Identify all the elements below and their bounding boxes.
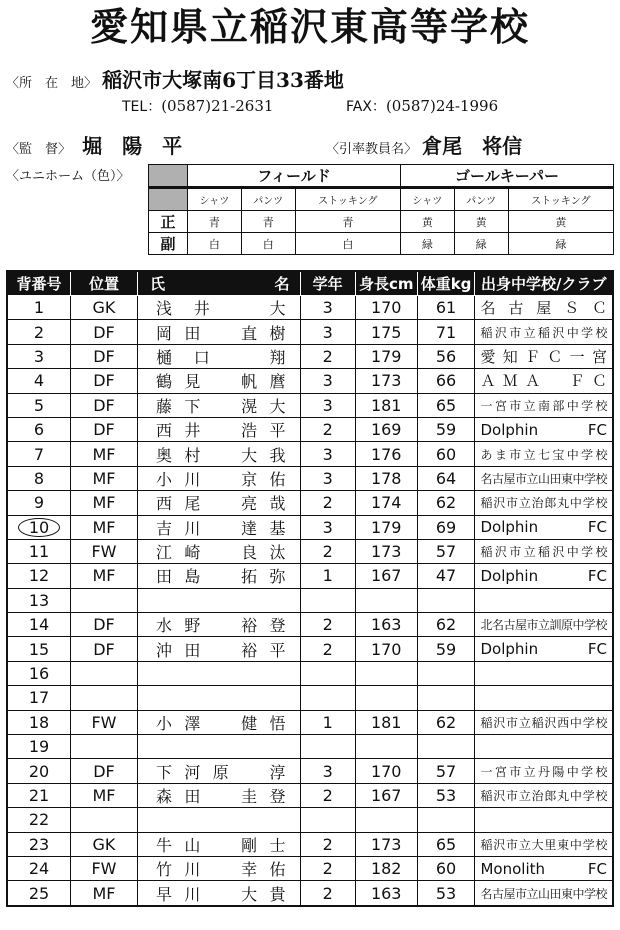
table-row (7, 539, 613, 563)
player-number: 4 (7, 369, 71, 393)
player-grade: 2 (300, 637, 355, 661)
manager-label: 〈監 督〉 (6, 142, 72, 157)
player-club: 一宮市立南部中学校 (475, 393, 613, 417)
player-name (137, 808, 300, 832)
player-name: 樋口 翔 (137, 344, 300, 368)
fax-label: FAX： (346, 99, 386, 115)
player-name: 小川 京佑 (137, 466, 300, 490)
table-row (7, 881, 613, 906)
uniform-item: ストッキング (508, 188, 613, 211)
player-club: Monolith FC (475, 856, 613, 880)
player-height (355, 588, 417, 612)
player-position: MF (71, 783, 138, 807)
table-row (7, 369, 613, 393)
captain-circle: 10 (18, 518, 60, 537)
header-name (137, 271, 300, 296)
player-number: 12 (7, 564, 71, 588)
player-grade: 2 (300, 613, 355, 637)
player-club: 稲沢市立治郎丸中学校 (475, 783, 613, 807)
fax-line (346, 96, 498, 116)
player-number: 2 (7, 320, 71, 344)
player-weight: 62 (417, 613, 475, 637)
player-club: Dolphin FC (475, 564, 613, 588)
player-name: 早川 大貴 (137, 881, 300, 906)
player-number: 11 (7, 539, 71, 563)
player-weight: 61 (417, 296, 475, 320)
teacher-name: 倉尾 将信 (422, 134, 523, 158)
table-row (7, 613, 613, 637)
player-weight: 65 (417, 832, 475, 856)
player-club: Dolphin FC (475, 417, 613, 441)
player-grade: 3 (300, 393, 355, 417)
player-position: FW (71, 710, 138, 734)
player-name: 田島 拓弥 (137, 564, 300, 588)
fax-value: (0587)24-1996 (385, 97, 499, 115)
school-title: 愛知県立稲沢東高等学校 (89, 5, 530, 49)
table-row (7, 832, 613, 856)
table-row (7, 710, 613, 734)
player-number: 1 (7, 296, 71, 320)
player-name: 森田 圭登 (137, 783, 300, 807)
header-name-a: 氏 (149, 275, 165, 293)
player-weight: 62 (417, 491, 475, 515)
player-name: 沖田 裕平 (137, 637, 300, 661)
table-row (7, 344, 613, 368)
player-number: 15 (7, 637, 71, 661)
header-position: 位置 (71, 271, 138, 296)
player-grade: 1 (300, 564, 355, 588)
player-name (137, 661, 300, 685)
player-weight: 60 (417, 856, 475, 880)
player-weight: 69 (417, 515, 475, 539)
player-grade: 1 (300, 710, 355, 734)
table-row (7, 661, 613, 685)
manager-name: 堀 陽 平 (82, 134, 183, 158)
player-height (355, 808, 417, 832)
table-row (7, 491, 613, 515)
player-name: 江崎 良汰 (137, 539, 300, 563)
header-weight: 体重kg (417, 271, 475, 296)
player-position: MF (71, 515, 138, 539)
player-weight: 71 (417, 320, 475, 344)
player-grade: 3 (300, 759, 355, 783)
teacher-label: 〈引率教員名〉 (326, 142, 418, 157)
table-row (7, 320, 613, 344)
player-grade: 3 (300, 442, 355, 466)
player-position: GK (71, 296, 138, 320)
player-position: DF (71, 613, 138, 637)
tel-label: TEL： (122, 99, 162, 115)
player-position (71, 735, 138, 759)
player-grade: 2 (300, 491, 355, 515)
uniform-color: 黄 (400, 211, 454, 233)
player-position: FW (71, 539, 138, 563)
player-club (475, 735, 613, 759)
uniform-color: 緑 (508, 233, 613, 255)
player-grade (300, 808, 355, 832)
uniform-color: 黄 (508, 211, 613, 233)
player-position: MF (71, 442, 138, 466)
player-grade: 3 (300, 296, 355, 320)
player-name: 奥村 大我 (137, 442, 300, 466)
player-position: GK (71, 832, 138, 856)
player-grade (300, 686, 355, 710)
player-club (475, 808, 613, 832)
player-weight (417, 735, 475, 759)
header-number: 背番号 (7, 271, 71, 296)
uniform-color: 青 (188, 211, 242, 233)
player-weight: 47 (417, 564, 475, 588)
uniform-color: 青 (241, 211, 295, 233)
player-club: 名古屋市立山田東中学校 (475, 881, 613, 906)
player-club: 名古屋市立山田東中学校 (475, 466, 613, 490)
player-height: 181 (355, 393, 417, 417)
player-number: 20 (7, 759, 71, 783)
player-grade (300, 588, 355, 612)
player-height: 179 (355, 515, 417, 539)
table-row (7, 686, 613, 710)
table-row (7, 735, 613, 759)
roster-body (7, 296, 613, 906)
player-weight: 57 (417, 539, 475, 563)
table-row (7, 808, 613, 832)
table-row (7, 637, 613, 661)
player-name: 水野 裕登 (137, 613, 300, 637)
player-club: 稲沢市立稲沢中学校 (475, 539, 613, 563)
player-height: 173 (355, 369, 417, 393)
player-name: 牛山 剛士 (137, 832, 300, 856)
player-weight: 65 (417, 393, 475, 417)
table-row (7, 759, 613, 783)
player-club: 名古屋ＳＣ (475, 296, 613, 320)
player-height: 167 (355, 564, 417, 588)
player-club: 稲沢市立治郎丸中学校 (475, 491, 613, 515)
player-height (355, 661, 417, 685)
player-number: 3 (7, 344, 71, 368)
player-position (71, 661, 138, 685)
player-position: DF (71, 393, 138, 417)
player-weight: 60 (417, 442, 475, 466)
player-grade: 3 (300, 369, 355, 393)
player-number: 22 (7, 808, 71, 832)
player-name: 鶴見 帆麿 (137, 369, 300, 393)
player-height: 167 (355, 783, 417, 807)
player-height: 173 (355, 539, 417, 563)
player-height: 182 (355, 856, 417, 880)
uniform-item: シャツ (188, 188, 242, 211)
address-value: 稲沢市大塚南6丁目33番地 (102, 68, 344, 92)
player-height: 174 (355, 491, 417, 515)
player-number: 23 (7, 832, 71, 856)
player-height: 178 (355, 466, 417, 490)
player-club: 稲沢市立稲沢中学校 (475, 320, 613, 344)
player-grade: 2 (300, 783, 355, 807)
uniform-item: シャツ (400, 188, 454, 211)
player-position: MF (71, 466, 138, 490)
uniform-color: 白 (241, 233, 295, 255)
uniform-primary-label: 正 (149, 211, 188, 233)
uniform-color: 緑 (454, 233, 508, 255)
teacher-line (326, 130, 522, 159)
table-row (7, 515, 613, 539)
player-position: DF (71, 759, 138, 783)
table-row (7, 783, 613, 807)
player-grade: 2 (300, 539, 355, 563)
player-height: 170 (355, 637, 417, 661)
header-club: 出身中学校/クラブ (475, 271, 613, 296)
uniform-color: 青 (295, 211, 400, 233)
player-name (137, 686, 300, 710)
address-label: 〈所 在 地〉 (6, 76, 98, 91)
table-row (7, 588, 613, 612)
address-line (6, 64, 344, 93)
player-number: 5 (7, 393, 71, 417)
player-number: 25 (7, 881, 71, 906)
player-position: MF (71, 564, 138, 588)
player-club: Dolphin FC (475, 637, 613, 661)
player-club: 稲沢市立大里東中学校 (475, 832, 613, 856)
uniform-item: パンツ (241, 188, 295, 211)
player-club (475, 686, 613, 710)
player-height: 170 (355, 296, 417, 320)
uniform-secondary-label: 副 (149, 233, 188, 255)
table-row (7, 393, 613, 417)
uniform-corner-2 (149, 188, 188, 211)
player-name: 岡田 直樹 (137, 320, 300, 344)
player-club (475, 661, 613, 685)
player-number: 18 (7, 710, 71, 734)
player-number: 24 (7, 856, 71, 880)
player-grade (300, 735, 355, 759)
player-weight (417, 686, 475, 710)
header-height: 身長cm (355, 271, 417, 296)
player-club: ＡＭＡ ＦＣ (475, 369, 613, 393)
table-row (7, 856, 613, 880)
player-weight (417, 661, 475, 685)
player-club: Dolphin FC (475, 515, 613, 539)
player-club: 北名古屋市立訓原中学校 (475, 613, 613, 637)
uniform-color: 白 (188, 233, 242, 255)
table-row (7, 296, 613, 320)
roster-table (6, 270, 614, 907)
player-position: MF (71, 491, 138, 515)
player-height (355, 735, 417, 759)
player-weight: 62 (417, 710, 475, 734)
player-weight: 59 (417, 417, 475, 441)
player-number: 19 (7, 735, 71, 759)
player-height: 163 (355, 881, 417, 906)
player-club: 愛知ＦＣ一宮 (475, 344, 613, 368)
player-club: 稲沢市立稲沢西中学校 (475, 710, 613, 734)
manager-line (6, 130, 182, 159)
uniform-label: 〈ユニホーム（色）〉 (6, 169, 130, 184)
player-name: 藤下 滉大 (137, 393, 300, 417)
player-number: 13 (7, 588, 71, 612)
player-position: DF (71, 369, 138, 393)
player-number (7, 515, 71, 539)
player-weight (417, 588, 475, 612)
uniform-color: 緑 (400, 233, 454, 255)
player-name: 下河原 淳 (137, 759, 300, 783)
player-grade (300, 661, 355, 685)
table-row (7, 442, 613, 466)
player-weight: 66 (417, 369, 475, 393)
table-row (7, 417, 613, 441)
player-position: DF (71, 320, 138, 344)
player-height: 170 (355, 759, 417, 783)
tel-value: (0587)21-2631 (161, 97, 274, 115)
player-grade: 2 (300, 832, 355, 856)
player-club (475, 588, 613, 612)
uniform-color: 黄 (454, 211, 508, 233)
player-grade: 2 (300, 417, 355, 441)
uniform-table (148, 164, 614, 255)
player-weight: 53 (417, 783, 475, 807)
header-grade: 学年 (300, 271, 355, 296)
table-row (7, 466, 613, 490)
player-height: 175 (355, 320, 417, 344)
player-height: 181 (355, 710, 417, 734)
field-header: フィールド (188, 165, 401, 188)
uniform-item: パンツ (454, 188, 508, 211)
gk-header: ゴールキーパー (400, 165, 613, 188)
player-height: 169 (355, 417, 417, 441)
player-grade: 3 (300, 466, 355, 490)
uniform-color: 白 (295, 233, 400, 255)
player-number: 6 (7, 417, 71, 441)
player-grade: 3 (300, 320, 355, 344)
player-grade: 2 (300, 856, 355, 880)
player-number: 17 (7, 686, 71, 710)
player-position (71, 808, 138, 832)
player-position (71, 686, 138, 710)
player-position: FW (71, 856, 138, 880)
player-name (137, 588, 300, 612)
uniform-corner (149, 165, 188, 188)
player-name: 竹川 幸佑 (137, 856, 300, 880)
player-name: 西井 浩平 (137, 417, 300, 441)
tel-line (122, 96, 273, 116)
player-position: DF (71, 344, 138, 368)
player-grade: 3 (300, 515, 355, 539)
player-name (137, 735, 300, 759)
player-number: 8 (7, 466, 71, 490)
table-row (7, 564, 613, 588)
player-height: 179 (355, 344, 417, 368)
player-height: 176 (355, 442, 417, 466)
player-position: MF (71, 881, 138, 906)
player-position: DF (71, 637, 138, 661)
player-number: 21 (7, 783, 71, 807)
player-name: 浅井 大 (137, 296, 300, 320)
player-grade: 2 (300, 881, 355, 906)
player-height: 173 (355, 832, 417, 856)
player-number: 9 (7, 491, 71, 515)
player-position (71, 588, 138, 612)
player-number: 14 (7, 613, 71, 637)
player-name: 小澤 健悟 (137, 710, 300, 734)
player-name: 吉川 達基 (137, 515, 300, 539)
player-height (355, 686, 417, 710)
player-weight: 64 (417, 466, 475, 490)
player-name: 西尾 亮哉 (137, 491, 300, 515)
header-name-b: 名 (274, 275, 290, 293)
player-weight: 56 (417, 344, 475, 368)
player-height: 163 (355, 613, 417, 637)
player-club: 一宮市立丹陽中学校 (475, 759, 613, 783)
player-weight (417, 808, 475, 832)
player-position: DF (71, 417, 138, 441)
player-club: あま市立七宝中学校 (475, 442, 613, 466)
player-weight: 53 (417, 881, 475, 906)
player-grade: 2 (300, 344, 355, 368)
player-weight: 57 (417, 759, 475, 783)
player-number: 7 (7, 442, 71, 466)
uniform-item: ストッキング (295, 188, 400, 211)
player-weight: 59 (417, 637, 475, 661)
player-number: 16 (7, 661, 71, 685)
